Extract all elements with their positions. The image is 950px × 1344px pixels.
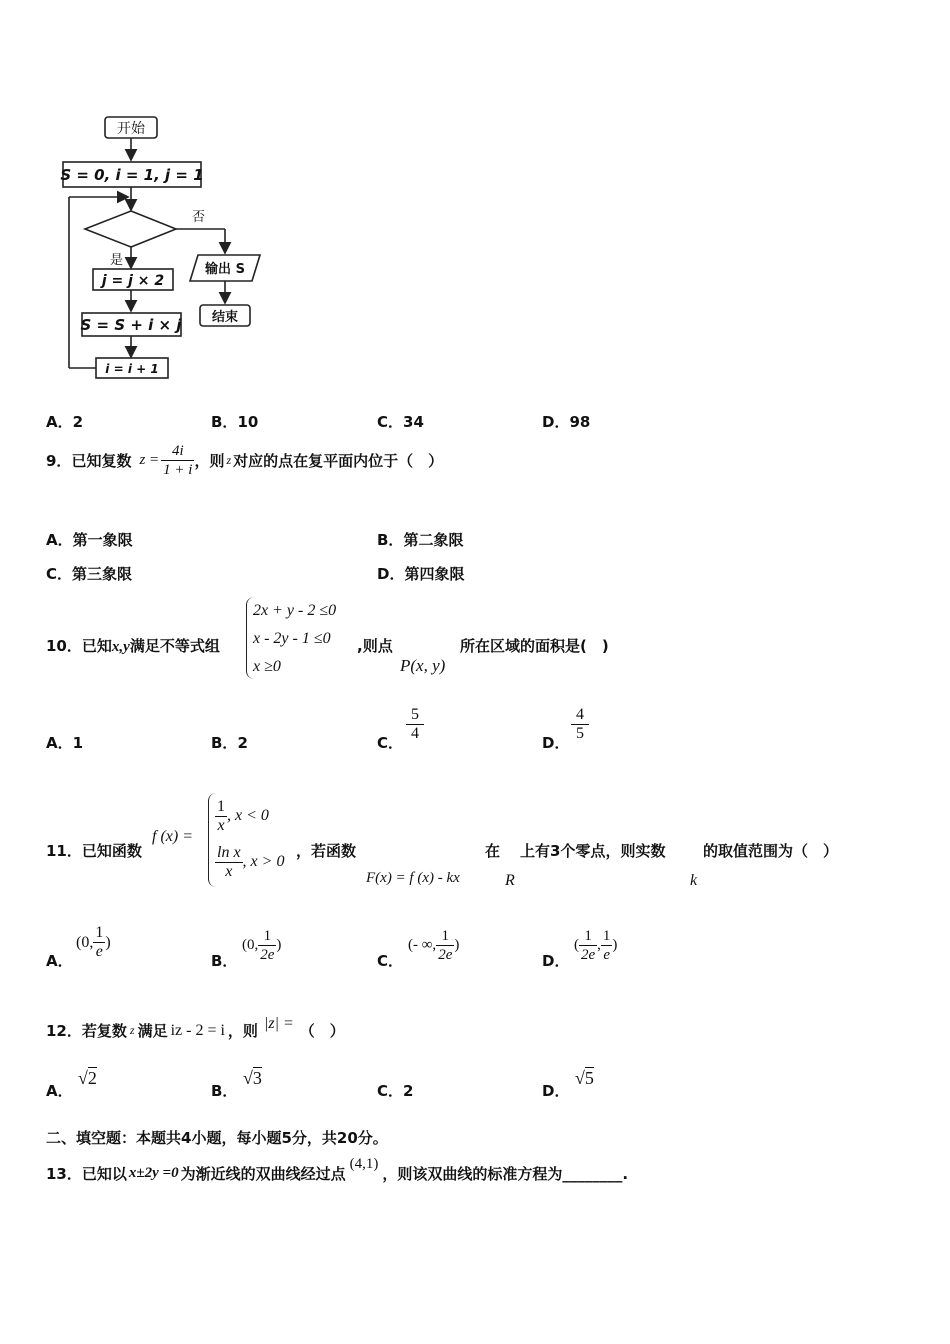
q9-option-c: C．第三象限 xyxy=(46,565,133,583)
q10-option-c-frac: $\frac{5}{4}$ xyxy=(406,706,424,743)
q11-t2: 上有3个零点，则实数 xyxy=(520,842,666,860)
flow-init-text: S = 0, i = 1, j = 1 xyxy=(60,166,204,184)
q9-option-a: A．第一象限 xyxy=(46,531,133,549)
q12-option-a: A． xyxy=(46,1082,73,1100)
q12-option-d: D． xyxy=(542,1082,570,1100)
q8-option-c: C．34 xyxy=(377,413,424,431)
q12-option-b: B． xyxy=(211,1082,238,1100)
q11-option-a: A． xyxy=(46,952,73,970)
q10-option-c: C． xyxy=(377,734,404,752)
flowchart xyxy=(55,110,285,395)
flow-no-label: 否 xyxy=(192,210,206,225)
q9-option-b: B．第二象限 xyxy=(377,531,464,549)
q11-piecewise: $\frac{1}{x}$ , x < 0 $\frac{\text{ln x}}{x}$ , x > 0 xyxy=(208,793,284,887)
question-12: 12． 若复数 z 满足 iz - 2 = i ，则 |z| = （ ） xyxy=(46,1014,345,1040)
flow-start-text: 开始 xyxy=(117,121,145,137)
flow-step1-text: j = j × 2 xyxy=(101,273,165,289)
flow-output-text: 输出 S xyxy=(205,262,245,277)
q9-option-d: D．第四象限 xyxy=(377,565,465,583)
q11-option-b-expr: (0, $\frac{1}{2e}$ ) xyxy=(242,928,282,963)
q11-mid: ，若函数 xyxy=(296,842,357,860)
question-13: 13． 已知以 x±2y =0 为渐近线的双曲线经过点 (4,1) ，则该双曲线的标准方程为________. xyxy=(46,1156,629,1183)
q12-option-b-sqrt: √3 xyxy=(243,1068,262,1088)
q11-option-b: B． xyxy=(211,952,238,970)
q8-option-b: B．10 xyxy=(211,413,259,431)
question-10-prefix: 10．已知x,y满足不等式组 xyxy=(46,637,220,655)
q8-option-a: A．2 xyxy=(46,413,84,431)
q10-point: P(x, y) xyxy=(400,656,446,675)
q10-post: 所在区域的面积是( ) xyxy=(460,637,609,655)
q11-option-d: D． xyxy=(542,952,570,970)
q10-option-d: D． xyxy=(542,734,570,752)
flow-yes-label: 是 xyxy=(110,253,124,268)
q11-option-d-expr: ( $\frac{1}{2e}$ , $\frac{1}{e}$ ) xyxy=(574,928,618,963)
q12-option-c: C．2 xyxy=(377,1082,414,1100)
q12-option-a-sqrt: √2 xyxy=(78,1068,97,1088)
question-9: 9． 已知复数 z = $\frac{4i}{1 + i}$ ，则 z 对应的点在复平面内位于（ ） xyxy=(46,443,444,478)
q10-option-a: A．1 xyxy=(46,734,84,752)
q12-option-d-sqrt: √5 xyxy=(575,1068,594,1088)
q11-t1: 在 xyxy=(485,842,501,860)
q11-option-c: C． xyxy=(377,952,404,970)
q11-option-c-expr: (- ∞, $\frac{1}{2e}$ ) xyxy=(408,928,460,963)
q10-inequality-system: 2x + y - 2 ≤0 x - 2y - 1 ≤0 x ≥0 xyxy=(246,597,336,679)
q8-option-d: D．98 xyxy=(542,413,591,431)
flow-step2-text: S = S + i × j xyxy=(80,316,182,334)
q11-fx: f (x) = xyxy=(152,828,193,845)
q11-t3: 的取值范围为（ ） xyxy=(703,842,839,860)
flow-end-text: 结束 xyxy=(211,310,239,325)
section-2-heading: 二、填空题：本题共4小题，每小题5分，共20分。 xyxy=(46,1129,388,1147)
flow-step3-text: i = i + 1 xyxy=(105,362,159,376)
q11-R: R xyxy=(505,872,515,889)
question-11-prefix: 11．已知函数 xyxy=(46,842,142,860)
q10-mid: ,则点 xyxy=(357,637,393,655)
flow-decision xyxy=(85,211,176,247)
q11-Fx: F(x) = f (x) - kx xyxy=(366,870,460,886)
q11-option-a-expr: (0, $\frac{1}{e}$ ) xyxy=(76,924,111,960)
q10-option-d-frac: $\frac{4}{5}$ xyxy=(571,706,589,743)
q11-k: k xyxy=(690,872,698,889)
q10-option-b: B．2 xyxy=(211,734,248,752)
